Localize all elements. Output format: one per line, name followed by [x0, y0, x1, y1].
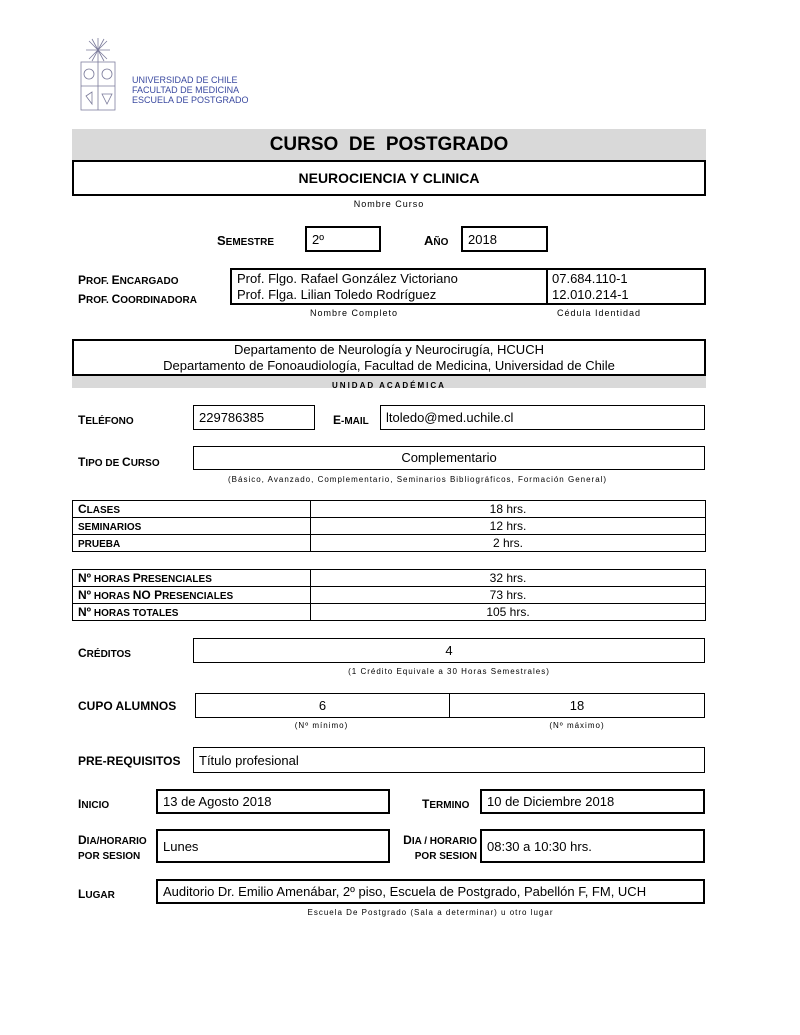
- place-field[interactable]: [156, 879, 705, 904]
- credits-label: [78, 644, 131, 662]
- semester-label-rest: EMESTRE: [225, 237, 275, 248]
- quota-min-field[interactable]: [196, 694, 449, 717]
- label-rest: HORAS: [91, 591, 133, 602]
- label-cap: C: [78, 646, 87, 660]
- phone-value: 229786385: [199, 410, 265, 425]
- credits-field[interactable]: [193, 638, 705, 663]
- email-field[interactable]: [380, 405, 705, 430]
- id-caption: Cédula Identidad: [557, 308, 642, 318]
- label-cap: P: [132, 571, 141, 585]
- hours-label: [73, 604, 311, 621]
- day-left-label-line-1: [78, 832, 147, 849]
- hours-label: [73, 587, 311, 604]
- phone-field[interactable]: [193, 405, 315, 430]
- activity-value: 12 hrs.: [311, 518, 706, 535]
- table-row: [73, 535, 706, 552]
- label-cap: P: [78, 292, 87, 306]
- university-logo: [78, 36, 118, 114]
- year-label: [424, 232, 448, 250]
- label-rest: IA/HORARIO: [86, 836, 147, 847]
- credits-value: 4: [445, 643, 453, 658]
- course-type-field[interactable]: [193, 446, 705, 470]
- label-rest: NICIO: [81, 800, 110, 811]
- start-label: [78, 795, 109, 813]
- phone-label: [78, 411, 134, 429]
- year-field[interactable]: [461, 226, 548, 252]
- hours-value: 32 hrs.: [311, 570, 706, 587]
- year-label-rest: ÑO: [433, 237, 449, 248]
- quota-max-caption: (Nº máximo): [549, 721, 605, 730]
- quota-max-value: 18: [569, 698, 585, 713]
- course-name-caption: Nombre Curso: [353, 199, 425, 209]
- prof-encargado-name[interactable]: Prof. Flgo. Rafael González Victoriano: [237, 271, 458, 286]
- label-rest: ERMINO: [429, 800, 470, 811]
- email-value: ltoledo@med.uchile.cl: [386, 410, 514, 425]
- day-left-value: Lunes: [163, 838, 199, 854]
- professors-labels: [78, 271, 197, 309]
- course-type-label: [78, 453, 160, 471]
- academic-unit-box: [72, 339, 706, 376]
- prereq-value: Título profesional: [199, 752, 299, 768]
- label-cap: E: [333, 413, 342, 427]
- prof-coordinadora-label: [78, 290, 197, 309]
- quota-fields: [195, 693, 705, 718]
- course-type-caption: (Básico, Avanzado, Complementario, Seminarios Bibliográficos, Formación General): [228, 475, 608, 484]
- label-cap: T: [422, 797, 430, 811]
- semester-field[interactable]: [305, 226, 381, 252]
- end-value: 10 de Diciembre 2018: [487, 794, 615, 809]
- prereq-label: PRE-REQUISITOS: [78, 754, 181, 768]
- course-name: NEUROCIENCIA Y CLINICA: [298, 170, 480, 186]
- label-cap: C: [122, 455, 131, 469]
- label-cap: NO P: [132, 588, 163, 602]
- activity-label: [73, 535, 311, 552]
- label-rest: HORAS TOTALES: [91, 608, 179, 619]
- label-rest: UGAR: [85, 890, 115, 901]
- quota-max-field[interactable]: [450, 694, 704, 717]
- credits-caption: (1 Crédito Equivale a 30 Horas Semestrales): [348, 667, 550, 676]
- academic-unit-line-2: Departamento de Fonoaudiología, Facultad de Medicina, Universidad de Chile: [163, 358, 615, 373]
- label-cap: P: [78, 273, 87, 287]
- label-rest: ROF.: [86, 295, 112, 306]
- email-label: [333, 411, 369, 429]
- label-rest: IPO DE: [85, 458, 123, 469]
- end-field[interactable]: [480, 789, 705, 814]
- quota-min-value: 6: [318, 698, 327, 713]
- label-rest: RÉDITOS: [86, 649, 131, 660]
- label-rest: OORDINADORA: [120, 295, 197, 306]
- hours-table: [72, 569, 706, 621]
- professors-table: [230, 268, 706, 305]
- table-row: [73, 501, 706, 518]
- name-caption: Nombre Completo: [310, 308, 399, 318]
- label-cap: T: [78, 413, 86, 427]
- semester-value: 2º: [312, 231, 324, 247]
- university-line-1: UNIVERSIDAD DE CHILE: [132, 75, 238, 85]
- label-cap: C: [111, 292, 121, 306]
- label-cap: D: [403, 833, 412, 847]
- professors-divider: [546, 270, 548, 303]
- prof-coordinadora-id[interactable]: 12.010.214-1: [552, 287, 629, 302]
- day-right-value: 08:30 a 10:30 hrs.: [487, 838, 592, 854]
- prof-encargado-id[interactable]: 07.684.110-1: [552, 271, 628, 286]
- day-right-label: [397, 832, 477, 864]
- university-name: [132, 75, 332, 105]
- label-rest: LASES: [86, 505, 121, 516]
- school-line: ESCUELA DE POSTGRADO: [132, 95, 249, 105]
- activity-label: [73, 501, 311, 518]
- faculty-line: FACULTAD DE MEDICINA: [132, 85, 240, 95]
- course-type-value: Complementario: [401, 450, 497, 465]
- start-value: 13 de Agosto 2018: [163, 794, 272, 809]
- prof-coordinadora-name[interactable]: Prof. Flga. Lilian Toledo Rodríguez: [237, 287, 437, 302]
- course-name-box: [72, 160, 706, 196]
- label-rest: RESENCIALES: [162, 591, 234, 602]
- label-cap: T: [78, 455, 86, 469]
- day-right-field[interactable]: [480, 829, 705, 863]
- label-rest: ELÉFONO: [85, 416, 134, 427]
- academic-unit-caption-bar: [72, 376, 706, 388]
- quota-label: CUPO ALUMNOS: [78, 699, 177, 713]
- label-cap: L: [78, 887, 86, 901]
- label-rest: SEMINARIOS: [78, 522, 142, 533]
- start-field[interactable]: [156, 789, 390, 814]
- label-cap: E: [111, 273, 120, 287]
- activities-table: [72, 500, 706, 552]
- year-value: 2018: [468, 231, 497, 247]
- label-rest: RESENCIALES: [140, 574, 212, 585]
- place-label: [78, 885, 115, 903]
- label-cap: D: [78, 833, 87, 847]
- academic-unit-caption: UNIDAD ACADÉMICA: [332, 381, 446, 390]
- hours-label: [73, 570, 311, 587]
- day-right-label-line-1: [397, 832, 477, 849]
- academic-unit-line-1: Departamento de Neurología y Neurocirugía, HCUCH: [234, 342, 544, 357]
- place-caption: Escuela De Postgrado (Sala a determinar) u otro lugar: [307, 908, 554, 917]
- table-row: [73, 570, 706, 587]
- table-row: [73, 587, 706, 604]
- prof-encargado-label: [78, 271, 197, 290]
- year-label-first: A: [424, 233, 434, 248]
- table-row: [73, 518, 706, 535]
- activity-value: 18 hrs.: [311, 501, 706, 518]
- label-rest: PRUEBA: [78, 539, 121, 550]
- label-cap: Nº: [78, 605, 92, 619]
- activity-value: 2 hrs.: [311, 535, 706, 552]
- label-rest: ROF.: [86, 276, 112, 287]
- semester-label: [217, 232, 274, 250]
- place-value: Auditorio Dr. Emilio Amenábar, 2º piso, Escuela de Postgrado, Pabellón F, FM, UCH: [163, 884, 647, 899]
- label-cap: C: [78, 502, 87, 516]
- label-cap: I: [78, 797, 82, 811]
- semester-label-first: S: [217, 233, 226, 248]
- label-cap: Nº: [78, 571, 92, 585]
- label-rest: IA / HORARIO: [411, 836, 477, 847]
- label-rest: NCARGADO: [119, 276, 179, 287]
- quota-min-caption: (Nº mínimo): [294, 721, 349, 730]
- hours-value: 105 hrs.: [311, 604, 706, 621]
- end-label: [422, 795, 469, 813]
- day-left-field[interactable]: [156, 829, 390, 863]
- label-cap: Nº: [78, 588, 92, 602]
- label-rest: -MAIL: [341, 416, 369, 427]
- day-left-label-line-2: POR SESION: [78, 851, 141, 862]
- activity-label: [73, 518, 311, 535]
- page-title: CURSO DE POSTGRADO: [269, 134, 509, 155]
- label-rest: URSO: [130, 458, 160, 469]
- table-row: [73, 604, 706, 621]
- prereq-field[interactable]: [193, 747, 705, 773]
- label-rest: HORAS: [91, 574, 133, 585]
- day-right-label-line-2: POR SESION: [414, 851, 477, 862]
- hours-value: 73 hrs.: [311, 587, 706, 604]
- day-left-label: [78, 832, 147, 864]
